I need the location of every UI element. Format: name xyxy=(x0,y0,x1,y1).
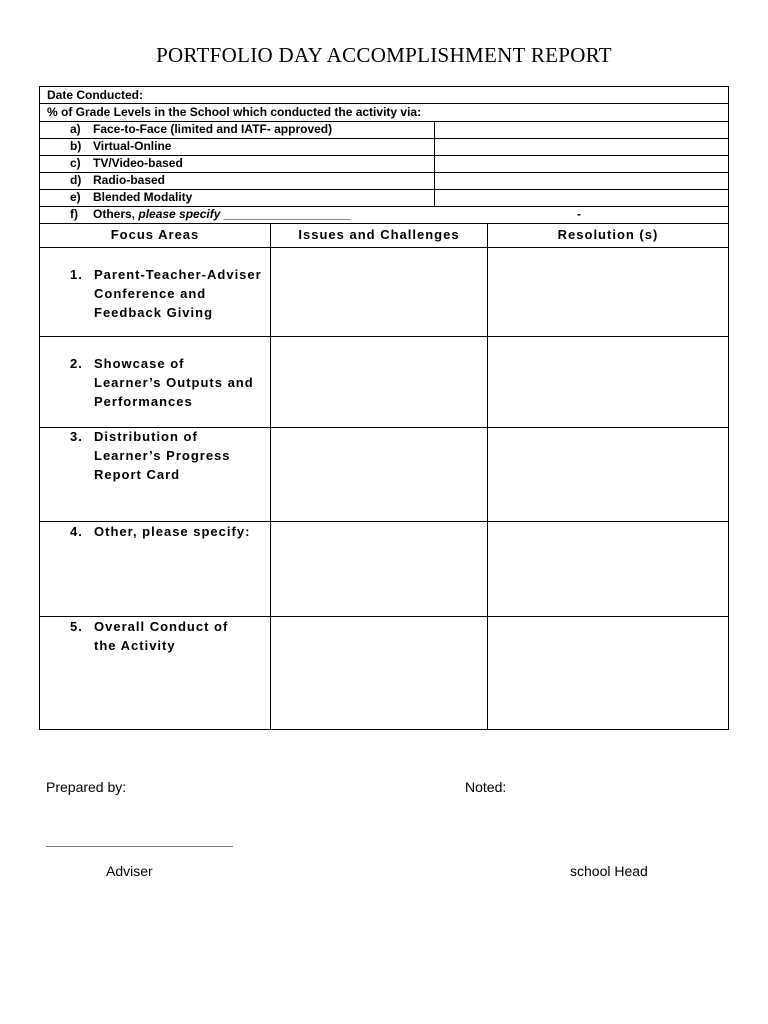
header-focus-areas: Focus Areas xyxy=(110,227,200,242)
modality-a-label: Face-to-Face (limited and IATF- approved) xyxy=(93,122,333,136)
modality-b-letter: b) xyxy=(70,139,82,153)
others-blank-line: ___________________ xyxy=(220,207,351,221)
focus-areas-table xyxy=(39,223,729,730)
resolution-cell-1[interactable] xyxy=(488,248,728,336)
focus-area-5-label: Overall Conduct of the Activity xyxy=(94,619,229,653)
issues-cell-1[interactable] xyxy=(271,248,487,336)
noted-label: Noted: xyxy=(465,779,507,795)
modality-e-letter: e) xyxy=(70,190,81,204)
issues-cell-2[interactable] xyxy=(271,337,487,427)
resolution-cell-4[interactable] xyxy=(488,522,728,616)
prepared-by-label: Prepared by: xyxy=(46,779,127,795)
modality-d-label: Radio-based xyxy=(93,173,166,187)
info-table xyxy=(39,86,729,224)
focus-area-1-label: Parent-Teacher-Adviser Conference and Feedback Giving xyxy=(94,267,262,320)
focus-area-4-label: Other, please specify: xyxy=(94,524,251,539)
focus-area-2-label: Showcase of Learner’s Outputs and Performances xyxy=(94,356,254,409)
modality-d-letter: d) xyxy=(70,173,82,187)
others-prefix: Others, xyxy=(93,207,139,221)
issues-cell-5[interactable] xyxy=(271,617,487,729)
header-issues-challenges: Issues and Challenges xyxy=(298,227,460,242)
focus-area-4-number: 4. xyxy=(70,524,83,539)
focus-area-1-number: 1. xyxy=(70,267,83,282)
modality-b-value[interactable] xyxy=(435,139,728,155)
modality-e-value[interactable] xyxy=(435,190,728,206)
modality-c-value[interactable] xyxy=(435,156,728,172)
modality-f-letter: f) xyxy=(70,207,78,221)
modality-c-letter: c) xyxy=(70,156,81,170)
date-conducted-label: Date Conducted: xyxy=(47,88,143,102)
page-title: PORTFOLIO DAY ACCOMPLISHMENT REPORT xyxy=(156,43,612,67)
modality-a-value[interactable] xyxy=(435,122,728,138)
modality-c-label: TV/Video-based xyxy=(93,156,183,170)
focus-area-5-number: 5. xyxy=(70,619,83,634)
resolution-cell-3[interactable] xyxy=(488,428,728,521)
focus-area-3-label: Distribution of Learner’s Progress Report Card xyxy=(94,429,231,482)
focus-area-2-number: 2. xyxy=(70,356,83,371)
others-dash: - xyxy=(577,207,581,221)
others-please-specify: please specify xyxy=(138,207,221,221)
issues-cell-4[interactable] xyxy=(271,522,487,616)
modality-others-row[interactable] xyxy=(93,206,351,222)
modality-e-label: Blended Modality xyxy=(93,190,193,204)
issues-cell-3[interactable] xyxy=(271,428,487,521)
modality-a-letter: a) xyxy=(70,122,81,136)
focus-area-3-number: 3. xyxy=(70,429,83,444)
grade-levels-label: % of Grade Levels in the School which conducted the activity via: xyxy=(47,105,422,119)
resolution-cell-2[interactable] xyxy=(488,337,728,427)
adviser-signature-line[interactable]: ________________________ xyxy=(46,832,233,848)
resolution-cell-5[interactable] xyxy=(488,617,728,729)
modality-b-label: Virtual-Online xyxy=(93,139,172,153)
adviser-label: Adviser xyxy=(106,863,153,879)
header-resolutions: Resolution (s) xyxy=(557,227,659,242)
modality-d-value[interactable] xyxy=(435,173,728,189)
school-head-label: school Head xyxy=(570,863,648,879)
